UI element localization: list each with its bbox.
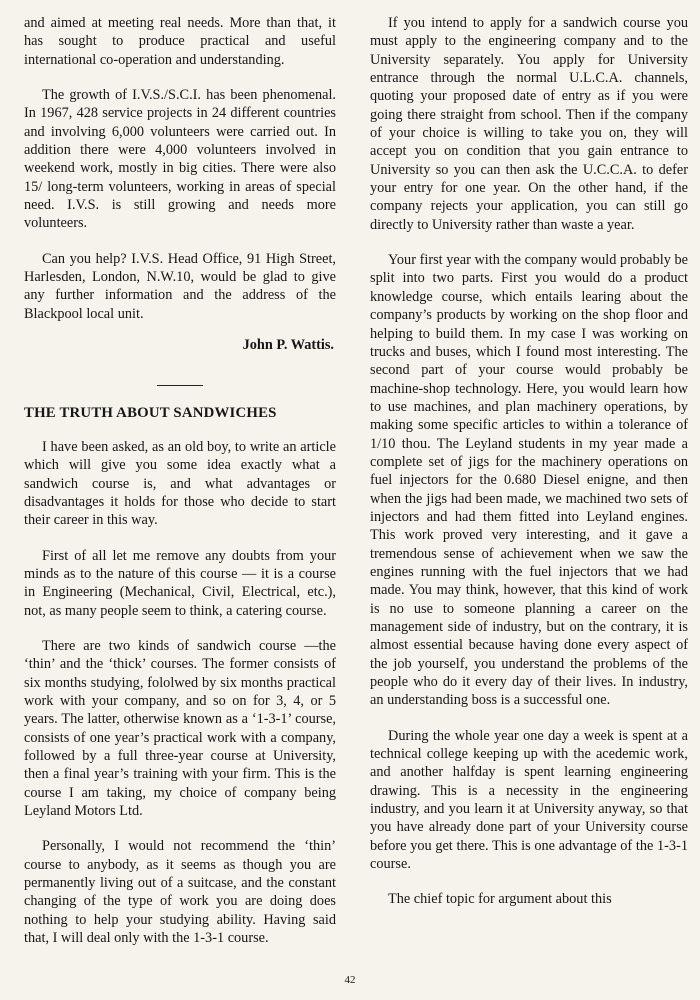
article-paragraph: I have been asked, as an old boy, to write an article which will give you some idea exactly what a sandwich course is, and what advantages or disadvantages it holds for those who decide to start their career in this way. — [24, 438, 336, 529]
article-paragraph: First of all let me remove any doubts from your minds as to the nature of this course — it is a course in Engineering (Mechanical, Civil, Electrical, etc.), not, as many people seem to think, a catering course. — [24, 547, 336, 619]
left-column — [24, 14, 336, 964]
paragraph-continuation: and aimed at meeting real needs. More than that, it has sought to produce practical and useful international co-operation and understanding. — [24, 15, 336, 68]
paragraph-ivs-contact: Can you help? I.V.S. Head Office, 91 High Street, Harlesden, London, N.W.10, would be glad to give any further information and the address of the Blackpool local unit. — [24, 250, 336, 322]
paragraph-ivs-growth: The growth of I.V.S./S.C.I. has been phenomenal. In 1967, 428 service projects in 24 different countries and involving 6,000 volunteers were carried out. In addition there were 4,000 volunteers involved in weekend work, mostly in big cities. There were also 15/ long-term volunteers, working in areas of special need. I.V.S. is still growing and needs more volunteers. — [24, 87, 336, 232]
author-signature: John P. Wattis. — [242, 337, 334, 354]
article-paragraph: If you intend to apply for a sandwich course you must apply to the engineering company and to the University separately. You apply for University entrance through the normal U.L.C.A. channels, quoting your proposed date of entry as if you were going there straight from school. Then if the company of your choice is willing to take you on, they will accept you on condition that you gain entrance to University so you can then ask the U.C.C.A. to defer your entry for one year. On the other hand, if the company rejects your application, you can still go directly to University rather than waste a year. — [370, 15, 688, 233]
article-paragraph: The chief topic for argument about this — [388, 891, 612, 908]
section-divider — [157, 385, 203, 386]
article-paragraph: There are two kinds of sandwich course —the ‘thin’ and the ‘thick’ courses. The former consists of six months studying, fololwed by six months practical work with your company, and so on for 3, 4, or 5 years. The latter, otherwise known as a ‘1-3-1’ course, consists of one year’s practical work with a company, followed by a full three-year course at University, then a final year’s training with your firm. This is the course I am taking, my choice of company being Leyland Motors Ltd. — [24, 637, 336, 820]
page-number: 42 — [344, 974, 356, 986]
article-paragraph: During the whole year one day a week is spent at a technical college keeping up with the acedemic work, and another halfday is spent learning engineering drawing. This is a necessity in the engineering industry, and you learn it at University anyway, so that you have already done part of your University course before you get there. This is one advantage of the 1-3-1 course. — [370, 727, 688, 873]
article-paragraph: Personally, I would not recommend the ‘thin’ course to anybody, as it seems as though you are permanently living out of a suitcase, and the constant changing of the type of work you are doing does nothing to help your studying ability. Having said that, I will deal only with the 1-3-1 course. — [24, 838, 336, 947]
right-column — [370, 14, 688, 926]
article-title: THE TRUTH ABOUT SANDWICHES — [24, 404, 277, 421]
article-paragraph: Your first year with the company would probably be split into two parts. First you would do a product knowledge course, which entails learing about the company’s products by working on the shop floor and helping to build them. In my case I was working on trucks and buses, which I found most interesting. The second part of your course would probably be machine-shop technology. Here, you would learn how to use machines, and plan machinery operations, by making some specific articles to within a tolerance of 1/10 thou. The Leyland students in my year made a complete set of jigs for the machinery operations on fuel injectors for the 0.680 Diesel enigne, and then when the jigs had been made, we machined two sets of injectors and had them fitted into Leyland engines. This work proved very interesting, and it gave a tremendous sense of achievement when we saw the engines running with the fuel injectors that we had made. You may think, however, that this kind of work is no use to someone planning a career on the management side of industry, but on the contrary, it is almost essential because having done every aspect of the job yourself, you understand the problems of the people who do it every day of their lives. In industry, an understanding boss is a successful one. — [370, 252, 688, 709]
